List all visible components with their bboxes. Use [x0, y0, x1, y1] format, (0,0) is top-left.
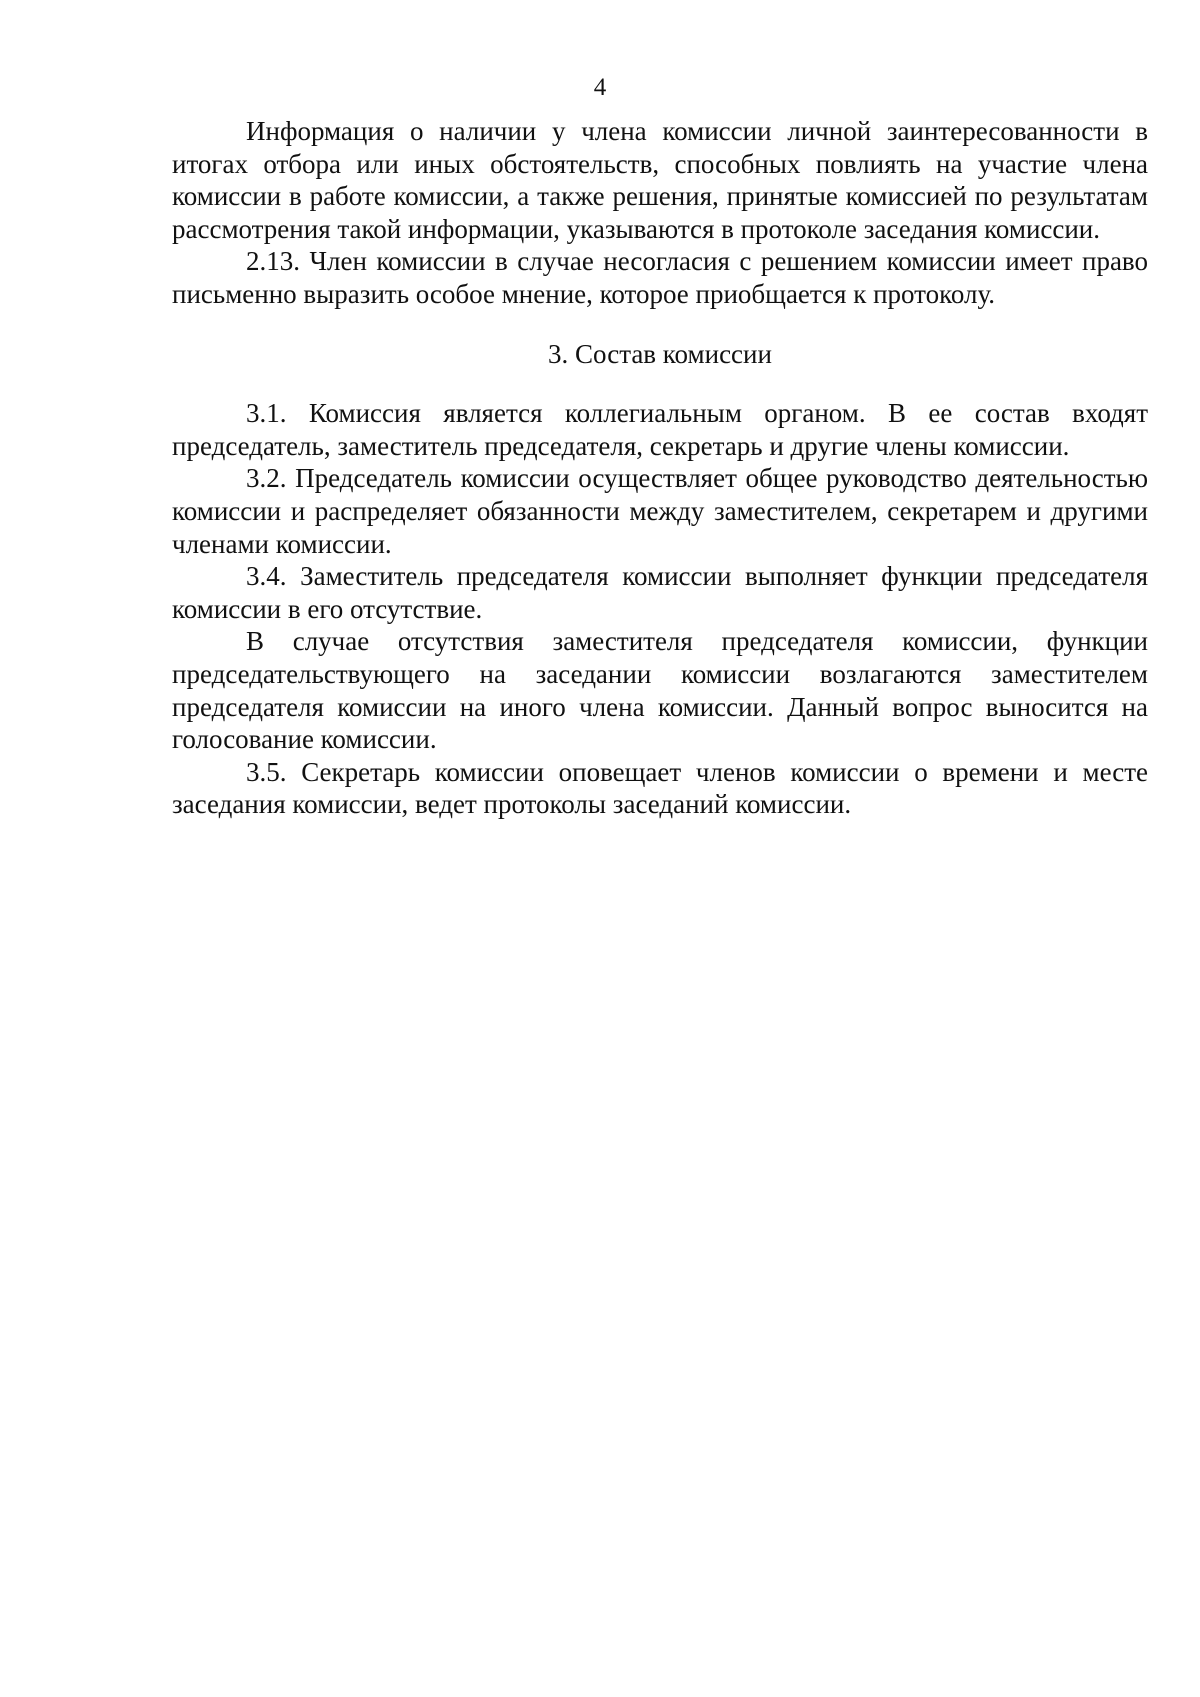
paragraph-deputy-absence: В случае отсутствия заместителя председателя комиссии, функции председательствующего на заседании комиссии возлагаются заместителем председателя комиссии на иного члена комиссии. Данный вопрос выносится на голосование комиссии. [172, 626, 1148, 755]
paragraph-3-5: 3.5. Секретарь комиссии оповещает членов комиссии о времени и месте заседания комиссии, ведет протоколы заседаний комиссии. [172, 756, 1148, 820]
document-body [172, 115, 1148, 821]
paragraph-2-13: 2.13. Член комиссии в случае несогласия с решением комиссии имеет право письменно выразить особое мнение, которое приобщается к протоколу. [172, 246, 1148, 309]
paragraph-3-1: 3.1. Комиссия является коллегиальным органом. В ее состав входят председатель, заместитель председателя, секретарь и другие члены комиссии. [172, 398, 1148, 461]
section-heading: 3. Состав комиссии [548, 338, 772, 369]
paragraph-3-2: 3.2. Председатель комиссии осуществляет общее руководство деятельностью комиссии и распределяет обязанности между заместителем, секретарем и другими членами комиссии. [172, 463, 1148, 559]
paragraph-conflict-of-interest: Информация о наличии у члена комиссии личной заинтересованности в итогах отбора или иных обстоятельств, способных повлиять на участие члена комиссии в работе комиссии, а также решения, принятые комиссией по результатам рассмотрения такой информации, указываются в протоколе заседания комиссии. [172, 116, 1148, 244]
paragraph-3-4: 3.4. Заместитель председателя комиссии выполняет функции председателя комиссии в его отсутствие. [172, 561, 1148, 624]
page-number: 4 [593, 74, 607, 101]
